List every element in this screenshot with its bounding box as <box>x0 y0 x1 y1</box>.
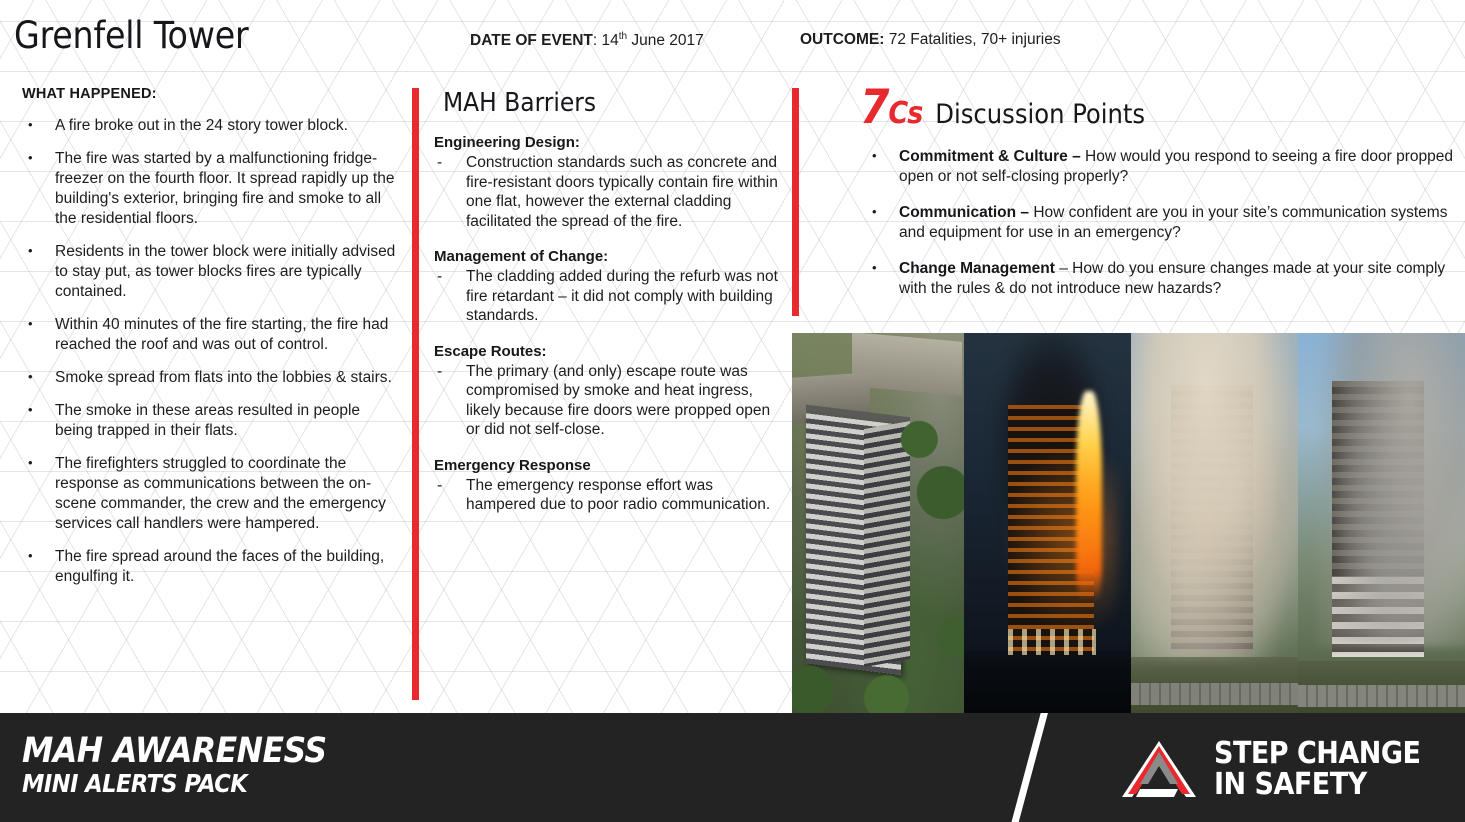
logo-text-line1: STEP CHANGE <box>1214 736 1421 771</box>
photo2-street-lights <box>1008 629 1096 655</box>
discussion-points-column <box>860 80 1455 315</box>
seven-cs-logo <box>860 80 923 135</box>
footer-title-line2: MINI ALERTS PACK <box>22 769 248 798</box>
photo2-ground <box>964 651 1131 713</box>
outcome-label: OUTCOME: <box>800 31 885 48</box>
mah-barrier-title: Emergency Response <box>434 456 591 474</box>
what-happened-bullet: • The fire was started by a malfunctioning fridge-freezer on the fourth floor. It spread rapidly up the building's exterior, bringing fire and smoke to all the residential floors. <box>22 149 402 229</box>
discussion-points-title: Discussion Points <box>935 99 1146 130</box>
mah-barrier-body: - The emergency response effort was hampered due to poor radio communication. <box>434 476 779 515</box>
what-happened-bullet: • Residents in the tower block were initially advised to stay put, as tower blocks fires are typically contained. <box>22 242 402 302</box>
discussion-point-text: – How do you ensure changes made at your site comply with the rules & do not introduce new hazards? <box>899 260 1446 297</box>
mah-barrier-body: - The cladding added during the refurb was not fire retardant – it did not comply with building standards. <box>434 267 779 326</box>
mah-barrier-title: Escape Routes: <box>434 342 547 360</box>
date-separator: : <box>592 32 602 50</box>
discussion-point <box>866 147 1455 187</box>
photo-tower-before-fire <box>792 333 964 713</box>
penrose-triangle-icon <box>1120 737 1198 801</box>
photo-tower-heavy-smoke <box>1131 333 1298 713</box>
step-change-logo-block <box>1120 737 1420 801</box>
discussion-point-term: Commitment & Culture – <box>899 148 1081 165</box>
footer-diagonal-divider <box>1010 713 1048 822</box>
mah-barriers-heading: MAH Barriers <box>443 88 597 118</box>
mah-barrier-body: - Construction standards such as concrete and fire-resistant doors typically contain fire within one flat, however the external cladding facilitated the spread of the fire. <box>434 153 779 231</box>
red-divider-middle <box>412 88 419 700</box>
footer-title <box>22 733 327 798</box>
step-change-logo-text <box>1214 738 1420 800</box>
mah-barrier-group <box>434 457 779 515</box>
mah-barrier-group <box>434 343 779 440</box>
what-happened-bullet: • Within 40 minutes of the fire starting, the fire had reached the roof and was out of control. <box>22 315 402 355</box>
what-happened-column <box>22 86 402 600</box>
photo3-pale-smoke <box>1131 333 1298 663</box>
discussion-point <box>866 203 1455 243</box>
page-title: Grenfell Tower <box>14 14 249 57</box>
photo1-trees <box>792 333 964 713</box>
photo4-fence <box>1298 685 1465 707</box>
discussion-point-text: How confident are you in your site’s communication systems and equipment for use in an emergency? <box>899 204 1448 241</box>
mah-barriers-groups <box>434 134 779 515</box>
outcome-value: 72 Fatalities, 70+ injuries <box>884 31 1061 48</box>
outcome <box>800 31 1061 49</box>
logo-text-line2: IN SAFETY <box>1214 767 1367 802</box>
mah-barrier-group <box>434 134 779 231</box>
footer-bar <box>0 713 1465 822</box>
mah-barriers-column <box>434 88 779 532</box>
mah-barrier-title: Management of Change: <box>434 248 609 265</box>
what-happened-bullet: • The smoke in these areas resulted in people being trapped in their flats. <box>22 401 402 441</box>
what-happened-bullet: • The firefighters struggled to coordinate the response as communications between the on-scene commander, the crew and the emergency services call handlers were hampered. <box>22 454 402 534</box>
date-value-rest: June 2017 <box>627 32 704 50</box>
photo4-grey-smoke <box>1316 333 1465 647</box>
discussion-point-term: Communication – <box>899 204 1030 221</box>
what-happened-bullet: • Smoke spread from flats into the lobbies & stairs. <box>22 368 402 388</box>
discussion-point-term: Change Management <box>899 260 1055 277</box>
what-happened-list <box>22 116 402 587</box>
discussion-points-list <box>866 147 1455 299</box>
seven-cs-number: 7 <box>860 80 889 135</box>
date-value-ordinal: th <box>618 31 628 42</box>
red-divider-right <box>792 88 799 316</box>
mah-barrier-title: Engineering Design: <box>434 134 580 151</box>
date-of-event <box>470 31 704 50</box>
photo-tower-charred <box>1298 333 1465 713</box>
photo3-fence <box>1131 683 1298 705</box>
discussion-header <box>860 80 1455 135</box>
mah-barrier-group <box>434 248 779 326</box>
seven-cs-letters: Cs <box>888 96 923 131</box>
date-value-number: 14 <box>601 32 619 50</box>
photo-tower-in-flames <box>964 333 1131 713</box>
date-of-event-label: DATE OF EVENT <box>470 32 593 50</box>
what-happened-label: WHAT HAPPENED: <box>22 86 157 102</box>
mah-barrier-body: - The primary (and only) escape route was compromised by smoke and heat ingress, likely because fire doors were propped open or did not self-close. <box>434 362 779 440</box>
discussion-point <box>866 259 1455 299</box>
footer-title-line1: MAH AWARENESS <box>22 731 327 771</box>
what-happened-bullet: • The fire spread around the faces of the building, engulfing it. <box>22 547 402 587</box>
photo2-fire-glow <box>998 453 1118 643</box>
discussion-point-text: How would you respond to seeing a fire door propped open or not self-closing properly? <box>899 148 1453 185</box>
photo-strip <box>792 333 1465 713</box>
what-happened-bullet: • A fire broke out in the 24 story tower block. <box>22 116 402 136</box>
